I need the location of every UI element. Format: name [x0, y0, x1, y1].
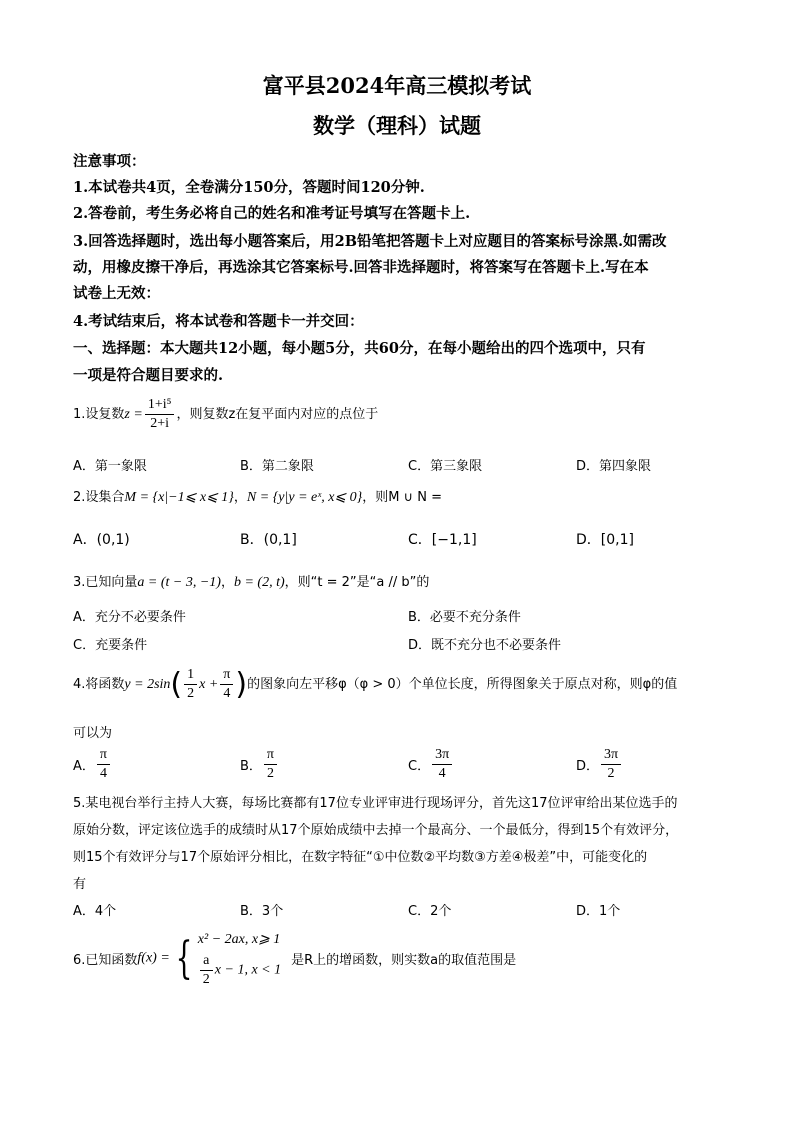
q5-option-a: A．4个 — [73, 904, 117, 919]
q2-option-b: B．(0,1] — [240, 532, 297, 548]
q4-line-2: 可以为 — [73, 726, 113, 741]
exam-title: 富平县2024年高三模拟考试 — [262, 73, 532, 98]
q1-denominator: 2+i — [150, 416, 170, 431]
question-6 — [73, 928, 516, 989]
q5-option-c: C．2个 — [408, 904, 452, 919]
note-1: 1.本试卷共4页，全卷满分150分，答题时间120分钟. — [73, 179, 425, 196]
q1-option-c: C．第三象限 — [408, 459, 483, 474]
q1-z: z = — [124, 407, 143, 422]
q6-case-1: x² − 2ax, x⩾ 1 — [197, 932, 281, 947]
q2-suffix: ，则M ∪ N = — [362, 490, 442, 505]
q4-fraction-pi-4: $\frac{\pi}{4}$ — [220, 666, 233, 703]
q2-option-d: D．[0,1] — [576, 532, 634, 548]
q3-vector-a: a = (t − 3, −1) — [137, 575, 221, 590]
q3-option-d: D．既不充分也不必要条件 — [408, 638, 562, 653]
q5-option-d: D．1个 — [576, 904, 621, 919]
q5-option-b: B．3个 — [240, 904, 284, 919]
question-5-line-2: 原始分数，评定该位选手的成绩时从17个原始成绩中去掉一个最高分、一个最低分，得到15个有效评分， — [73, 823, 679, 838]
q6-suffix: 是R上的增函数，则实数a的取值范围是 — [291, 953, 517, 968]
q3-prefix: 3.已知向量 — [73, 575, 138, 590]
q1-suffix: ，则复数z在复平面内对应的点位于 — [176, 407, 379, 422]
q4-mid: x + — [199, 677, 219, 692]
q4-function: y = 2sin — [124, 677, 171, 692]
q4-fraction-half: $\frac{1}{2}$ — [184, 666, 197, 703]
question-3 — [73, 571, 429, 591]
q3-option-b: B．必要不充分条件 — [408, 610, 521, 625]
question-4: 4.将函数y = 2sin( $\frac{1}{2}$ x + $\frac{\pi}{4}$ )的图象向左平移φ（φ > 0）个单位长度，所得图象关于原点对称，则φ的值 — [73, 667, 678, 702]
q6-fx: f(x) = — [137, 950, 170, 966]
q4-suffix: 的图象向左平移φ（φ > 0）个单位长度，所得图象关于原点对称，则φ的值 — [247, 677, 678, 692]
q3-suffix: ，则“t = 2”是“a // b”的 — [284, 575, 430, 590]
q6-piecewise — [198, 928, 281, 989]
question-1 — [73, 396, 378, 433]
q6-case-2: $\frac{a}{2}$ x − 1, x < 1 — [198, 952, 281, 989]
q2-separator: ， — [233, 490, 247, 505]
note-4: 4.考试结束后，将本试卷和答题卡一并交回： — [73, 313, 364, 330]
note-3-line-3: 试卷上无效： — [73, 285, 160, 302]
q6-brace: { — [175, 932, 193, 984]
q2-set-m: M = {x|−1⩽ x⩽ 1} — [124, 490, 234, 505]
q2-set-n: N = {y|y = eˣ, x⩽ 0} — [246, 490, 363, 505]
q3-separator: ， — [220, 575, 234, 590]
q3-option-c: C．充要条件 — [73, 638, 148, 653]
q1-numerator: 1+i⁵ — [145, 396, 175, 415]
question-5-line-4: 有 — [73, 877, 87, 892]
q4-prefix: 4.将函数 — [73, 677, 125, 692]
q4-option-c: C． $\frac{3\pi}{4}$ — [408, 746, 454, 783]
q3-vector-b: b = (2, t) — [233, 575, 285, 590]
q2-prefix: 2.设集合 — [73, 490, 125, 505]
q3-option-a: A．充分不必要条件 — [73, 610, 186, 625]
q1-option-d: D．第四象限 — [576, 459, 652, 474]
q1-option-a: A．第一象限 — [73, 459, 147, 474]
exam-subtitle: 数学（理科）试题 — [313, 113, 481, 138]
notes-heading: 注意事项： — [73, 153, 146, 170]
q4-option-b: B． $\frac{\pi}{2}$ — [240, 746, 279, 783]
note-3-line-2: 动，用橡皮擦干净后，再选涂其它答案标号.回答非选择题时，将答案写在答题卡上.写在本 — [73, 259, 649, 276]
q1-prefix: 1.设复数 — [73, 407, 125, 422]
q1-fraction — [145, 396, 175, 433]
q2-option-a: A．(0,1) — [73, 532, 130, 548]
q4-option-d: D． $\frac{3\pi}{2}$ — [576, 746, 623, 783]
q4-option-a: A． $\frac{\pi}{4}$ — [73, 746, 112, 783]
question-5-line-1: 5.某电视台举行主持人大赛，每场比赛都有17位专业评审进行现场评分，首先这17位评审给出某位选手的 — [73, 796, 678, 811]
q2-option-c: C．[−1,1] — [408, 532, 477, 548]
q1-option-b: B．第二象限 — [240, 459, 314, 474]
question-2 — [73, 486, 442, 506]
note-3-line-1: 3.回答选择题时，选出每小题答案后，用2B铅笔把答题卡上对应题目的答案标号涂黑.如需改 — [73, 233, 667, 250]
question-5-line-3: 则15个有效评分与17个原始评分相比，在数字特征“①中位数②平均数③方差④极差”中，可能变化的 — [73, 850, 648, 865]
section-heading-line-1: 一、选择题：本大题共12小题，每小题5分，共60分，在每小题给出的四个选项中，只有 — [73, 340, 646, 357]
section-heading-line-2: 一项是符合题目要求的. — [73, 367, 224, 384]
q6-prefix: 6.已知函数 — [73, 953, 138, 968]
note-2: 2.答卷前，考生务必将自己的姓名和准考证号填写在答题卡上. — [73, 205, 471, 222]
